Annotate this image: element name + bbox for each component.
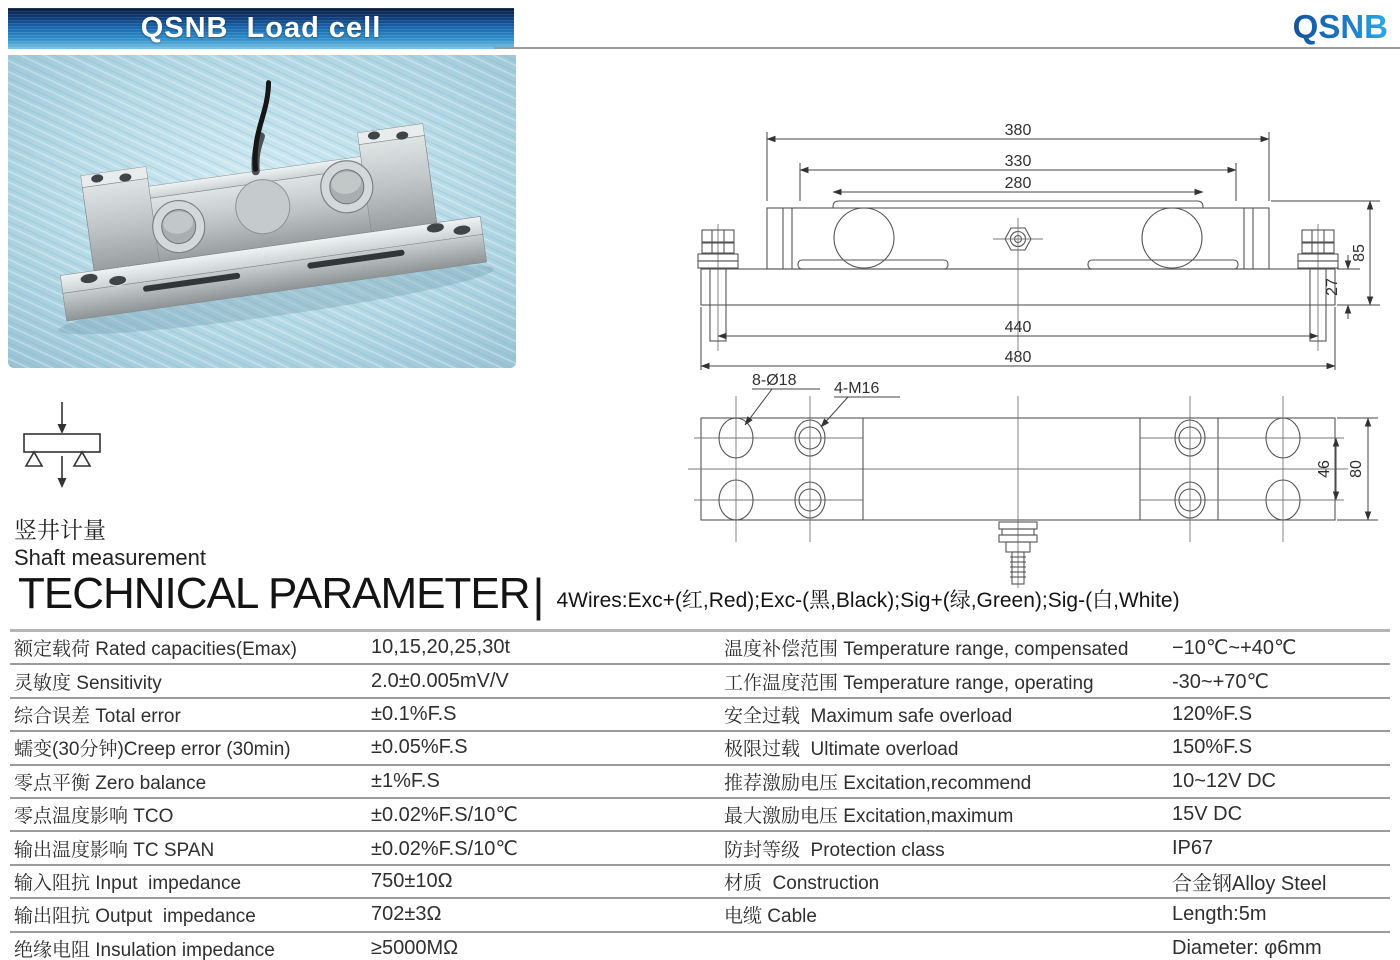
load-direction-icon [12, 400, 132, 500]
param-value: Diameter: φ6mm [1172, 936, 1322, 959]
param-label: 工作温度范围 Temperature range, operating [724, 672, 1094, 694]
param-value: 702±3Ω [371, 903, 442, 926]
front-foot-left [798, 260, 948, 269]
param-value: −10℃~+40℃ [1172, 637, 1297, 660]
dimension-drawing [688, 108, 1395, 590]
param-label: 最大激励电压 Excitation,maximum [724, 806, 1014, 828]
param-label: 输入阻抗 Input impedance [14, 872, 242, 894]
dim-85-label: 85 [1351, 244, 1368, 262]
param-label: 输出阻抗 Output impedance [14, 906, 256, 928]
mount-bolt-left [698, 224, 738, 351]
table-row [10, 897, 1390, 930]
param-value: ±0.02%F.S/10℃ [371, 804, 518, 827]
param-value: 10~12V DC [1172, 769, 1276, 792]
param-value: 10,15,20,25,30t [371, 636, 511, 659]
param-value: -30~+70℃ [1172, 670, 1269, 693]
param-value: ±0.05%F.S [371, 736, 468, 759]
dim-330-label: 330 [1004, 153, 1032, 170]
table-row [10, 864, 1390, 897]
param-value: 15V DC [1172, 803, 1243, 826]
dim-380-label: 380 [1004, 122, 1032, 139]
param-label: 输出温度影响 TC SPAN [14, 839, 215, 861]
wiring-note: 4Wires:Exc+(红,Red);Exc-(黑,Black);Sig+(绿,Green);Sig-(白,White) [556, 589, 1180, 612]
param-label [714, 933, 1166, 960]
application-caption-zh: 竖井计量 [14, 517, 106, 543]
param-value: IP67 [1172, 836, 1214, 859]
section-title-divider: | [532, 568, 545, 621]
param-label: 推荐激励电压 Excitation,recommend [724, 772, 1032, 794]
table-row [10, 764, 1390, 797]
front-dimension-labels [1005, 122, 1368, 366]
table-row [10, 632, 1390, 663]
param-label: 零点温度影响 TCO [14, 806, 174, 828]
header-divider-line [494, 47, 1400, 49]
table-row [10, 663, 1390, 696]
param-value: ±1%F.S [371, 769, 440, 792]
product-photo [8, 55, 516, 368]
param-value: 150%F.S [1172, 736, 1253, 759]
param-value: Length:5m [1172, 903, 1267, 926]
front-hole-left [834, 208, 894, 268]
param-label: 额定载荷 Rated capacities(Emax) [14, 639, 297, 661]
end-block [82, 178, 159, 270]
front-beam-lip [833, 201, 1203, 208]
param-value: ≥5000MΩ [371, 936, 459, 959]
param-label: 灵敏度 Sensitivity [14, 672, 162, 694]
param-label: 电缆 Cable [724, 906, 817, 928]
param-label: 综合误差 Total error [14, 705, 181, 727]
param-value: ±0.02%F.S/10℃ [371, 837, 518, 860]
section-heading-row [18, 568, 1390, 621]
front-hole-right [1142, 208, 1202, 268]
plan-labels [752, 372, 1365, 478]
table-row [10, 730, 1390, 763]
holes-callout-label: 8-Ø18 [752, 372, 797, 389]
param-label: 温度补偿范围 Temperature range, compensated [724, 639, 1129, 661]
front-view [698, 122, 1380, 370]
dim-280-label: 280 [1004, 175, 1032, 192]
param-label: 防封等级 Protection class [724, 839, 945, 861]
dim-46-label: 46 [1316, 460, 1333, 478]
dim-27-label: 27 [1324, 278, 1341, 296]
param-value: 2.0±0.005mV/V [371, 669, 509, 692]
front-dimensions [701, 132, 1380, 370]
spec-table [10, 629, 1390, 960]
param-value: 120%F.S [1172, 702, 1253, 725]
brand-model-label: QSNB [1292, 8, 1388, 45]
param-label: 蠕变(30分钟)Creep error (30min) [14, 739, 291, 761]
param-value: 750±10Ω [371, 869, 453, 892]
param-label: 安全过载 Maximum safe overload [724, 705, 1013, 727]
table-row [10, 797, 1390, 830]
param-label: 极限过载 Ultimate overload [724, 739, 959, 761]
param-value: ±0.1%F.S [371, 702, 457, 725]
front-foot-right [1088, 260, 1238, 269]
table-row [10, 931, 1390, 960]
table-row [10, 697, 1390, 730]
technical-drawing [688, 108, 1395, 590]
thread-callout-label: 4-M16 [834, 380, 880, 397]
dim-80-label: 80 [1348, 460, 1365, 478]
load-cell-photo-illustration [8, 55, 516, 368]
table-row [10, 830, 1390, 863]
dim-440-label: 440 [1004, 319, 1032, 336]
shaft-measurement-pictogram [12, 400, 132, 500]
param-label: 绝缘电阻 Insulation impedance [14, 939, 275, 960]
param-value: 合金钢Alloy Steel [1172, 872, 1327, 895]
application-caption-en: Shaft measurement [14, 545, 206, 570]
param-label: 材质 Construction [724, 872, 880, 894]
plan-view [688, 372, 1378, 588]
dim-480-label: 480 [1004, 349, 1032, 366]
title-banner [8, 8, 514, 49]
section-title: TECHNICAL PARAMETER [18, 569, 530, 618]
page-title: QSNB Load cell [140, 12, 382, 44]
param-label: 零点平衡 Zero balance [14, 772, 207, 794]
